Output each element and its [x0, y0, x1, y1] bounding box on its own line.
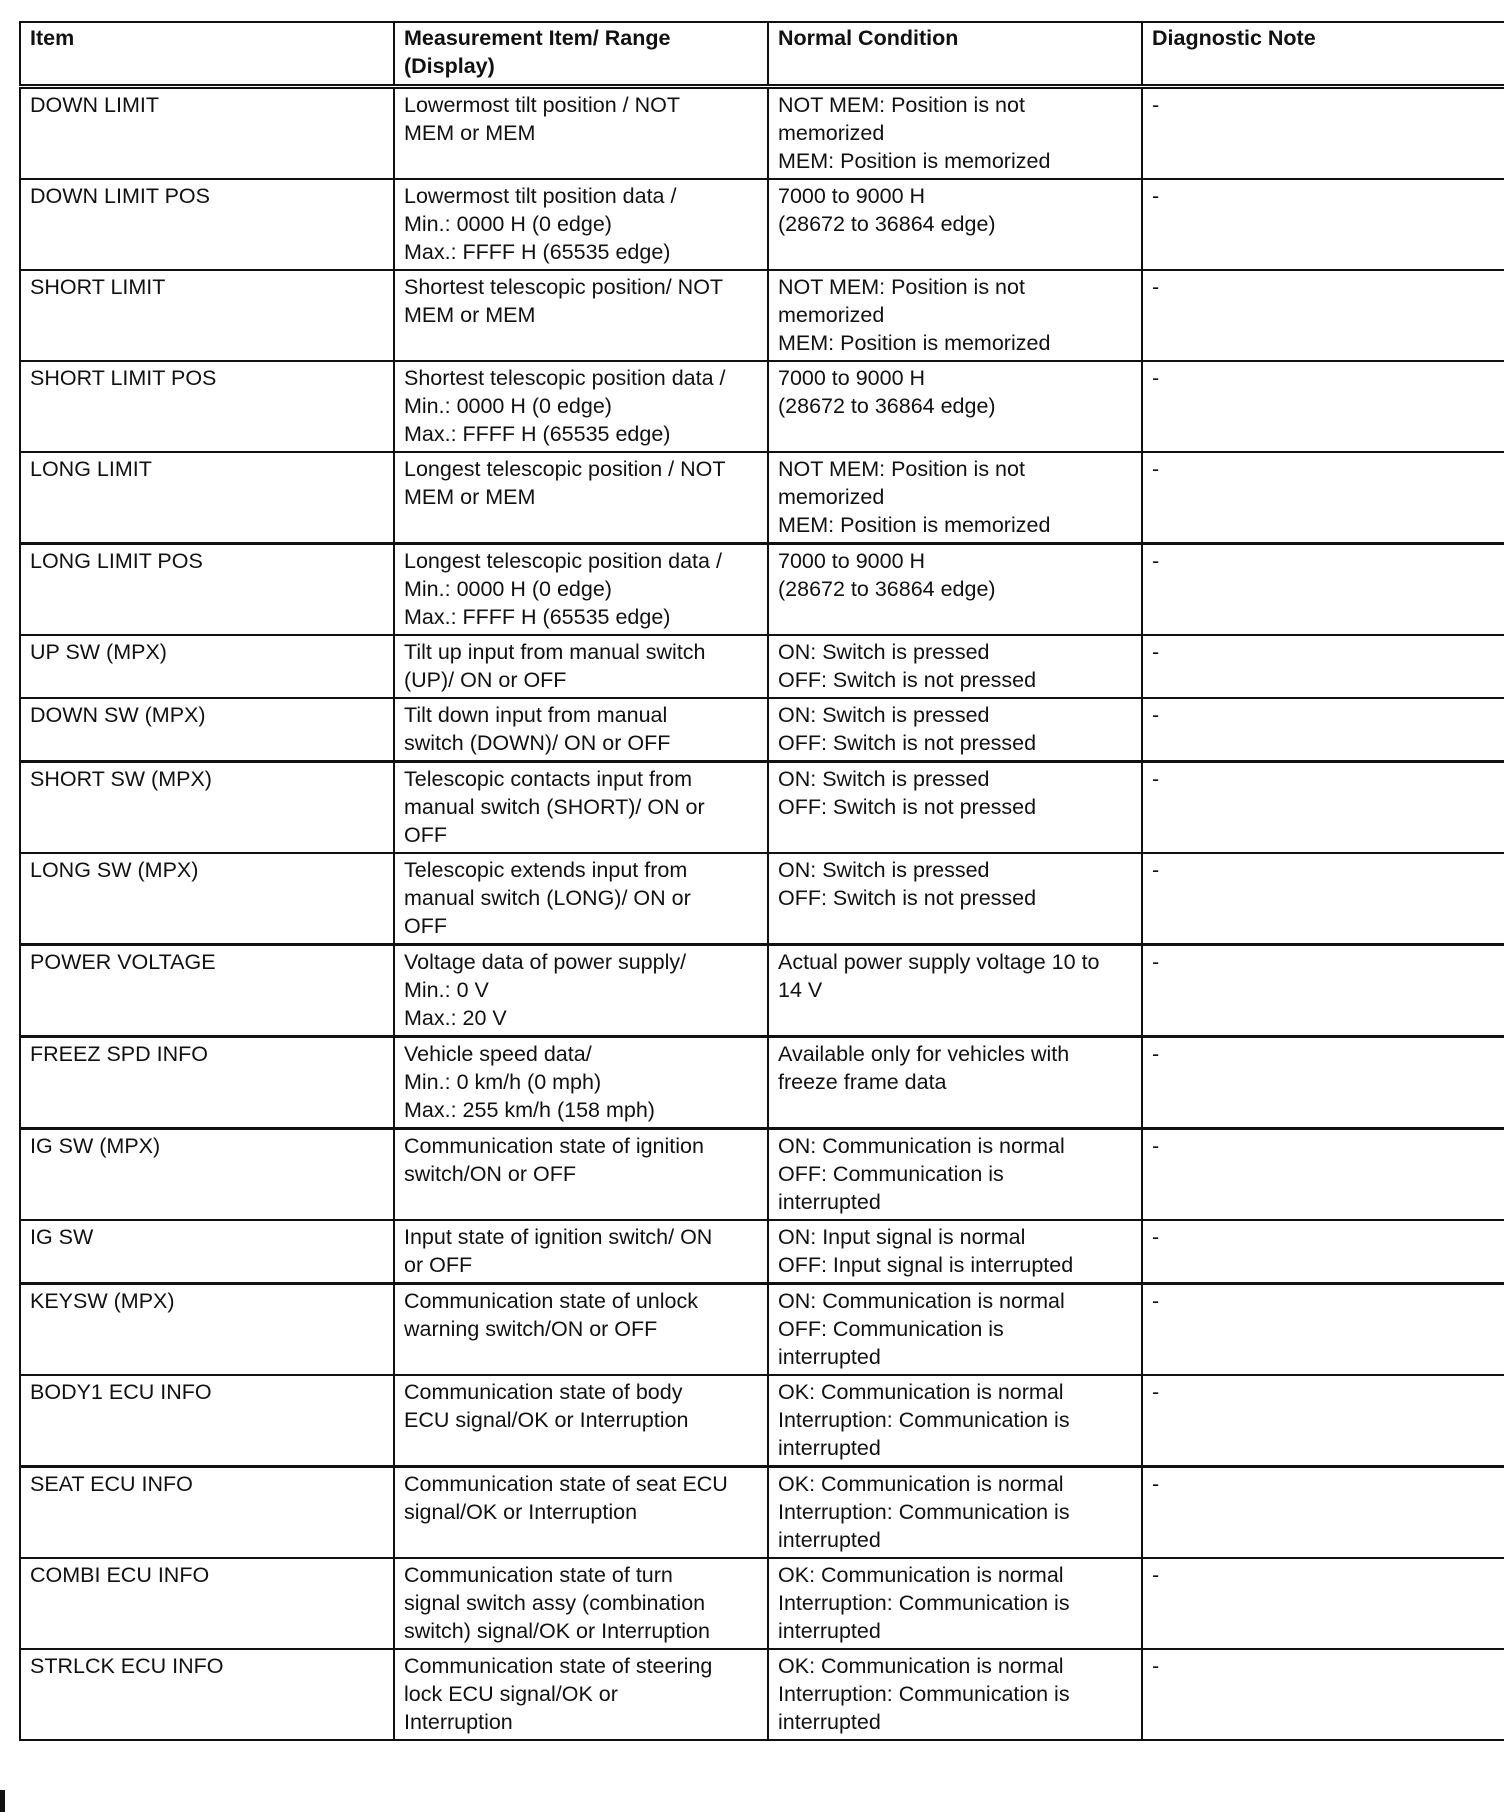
table-row	[20, 87, 1504, 180]
measurement-cell-text: Communication state of steering	[404, 1654, 713, 1678]
normal-condition-cell-text: 14 V	[778, 978, 823, 1002]
normal-condition-cell-text: Interruption: Communication is	[778, 1682, 1070, 1706]
measurement-cell-text: Min.: 0000 H (0 edge)	[404, 394, 612, 418]
measurement-cell	[394, 544, 768, 636]
normal-condition-cell-text: Interruption: Communication is	[778, 1408, 1070, 1432]
measurement-cell-text: switch) signal/OK or Interruption	[404, 1619, 710, 1643]
item-cell	[20, 1129, 394, 1221]
diagnostic-note-cell	[1142, 1037, 1504, 1129]
normal-condition-cell	[768, 853, 1142, 945]
item-cell-text: IG SW	[30, 1225, 94, 1249]
measurement-cell-text: Voltage data of power supply/	[404, 950, 687, 974]
header-row	[20, 22, 1504, 87]
item-cell	[20, 1220, 394, 1284]
normal-condition-cell	[768, 452, 1142, 544]
measurement-cell-text: ECU signal/OK or Interruption	[404, 1408, 689, 1432]
item-cell	[20, 270, 394, 361]
measurement-cell	[394, 853, 768, 945]
normal-condition-cell-text: freeze frame data	[778, 1070, 947, 1094]
measurement-cell-text: MEM or MEM	[404, 121, 536, 145]
measurement-cell-text: Communication state of turn	[404, 1563, 673, 1587]
table-row	[20, 270, 1504, 361]
measurement-cell	[394, 1037, 768, 1129]
measurement-cell-text: Tilt up input from manual switch	[404, 640, 706, 664]
header-normal-condition	[768, 22, 1142, 87]
item-cell	[20, 361, 394, 452]
diagnostic-note-cell	[1142, 698, 1504, 762]
measurement-cell-text: manual switch (LONG)/ ON or	[404, 886, 691, 910]
header-note-label: Diagnostic Note	[1152, 26, 1316, 50]
item-cell-text: BODY1 ECU INFO	[30, 1380, 212, 1404]
diagnostic-note-cell	[1142, 87, 1504, 180]
diagnostic-note-cell	[1142, 1467, 1504, 1559]
header-measurement-line: (Display)	[404, 54, 495, 78]
measurement-cell-text: Max.: FFFF H (65535 edge)	[404, 422, 671, 446]
table-row	[20, 1558, 1504, 1649]
normal-condition-cell	[768, 544, 1142, 636]
measurement-cell	[394, 762, 768, 854]
table-row	[20, 452, 1504, 544]
item-cell-text: FREEZ SPD INFO	[30, 1042, 208, 1066]
item-cell	[20, 1375, 394, 1467]
measurement-cell-text: Interruption	[404, 1710, 513, 1734]
data-list-table	[19, 21, 1504, 1741]
normal-condition-cell	[768, 361, 1142, 452]
measurement-cell-text: Min.: 0 V	[404, 978, 489, 1002]
measurement-cell-text: switch/ON or OFF	[404, 1162, 577, 1186]
diagnostic-note-cell-text: -	[1152, 1380, 1160, 1404]
normal-condition-cell	[768, 1375, 1142, 1467]
measurement-cell	[394, 1220, 768, 1284]
table-row	[20, 1129, 1504, 1221]
measurement-cell-text: Max.: FFFF H (65535 edge)	[404, 605, 671, 629]
page-corner-mark	[0, 1790, 5, 1812]
item-cell-text: LONG LIMIT POS	[30, 549, 203, 573]
normal-condition-cell	[768, 1649, 1142, 1740]
item-cell	[20, 87, 394, 180]
normal-condition-cell	[768, 762, 1142, 854]
table-row	[20, 1037, 1504, 1129]
diagnostic-note-cell-text: -	[1152, 457, 1160, 481]
diagnostic-note-cell	[1142, 1649, 1504, 1740]
item-cell-text: SHORT LIMIT POS	[30, 366, 217, 390]
normal-condition-cell-text: OFF: Switch is not pressed	[778, 731, 1037, 755]
measurement-cell	[394, 1467, 768, 1559]
diagnostic-note-cell	[1142, 635, 1504, 698]
normal-condition-cell-text: ON: Switch is pressed	[778, 767, 990, 791]
measurement-cell	[394, 945, 768, 1037]
table-body	[20, 87, 1504, 1741]
measurement-cell-text: Lowermost tilt position / NOT	[404, 93, 681, 117]
normal-condition-cell-text: OFF: Communication is	[778, 1162, 1004, 1186]
measurement-cell	[394, 179, 768, 270]
item-cell	[20, 1284, 394, 1376]
measurement-cell	[394, 1284, 768, 1376]
diagnostic-note-cell-text: -	[1152, 1289, 1160, 1313]
measurement-cell-text: Longest telescopic position / NOT	[404, 457, 726, 481]
measurement-cell-text: OFF	[404, 914, 447, 938]
item-cell	[20, 1558, 394, 1649]
measurement-cell	[394, 1649, 768, 1740]
measurement-cell-text: Input state of ignition switch/ ON	[404, 1225, 713, 1249]
table-row	[20, 1467, 1504, 1559]
item-cell	[20, 1649, 394, 1740]
item-cell	[20, 1467, 394, 1559]
normal-condition-cell-text: 7000 to 9000 H	[778, 549, 926, 573]
normal-condition-cell-text: 7000 to 9000 H	[778, 366, 926, 390]
diagnostic-note-cell-text: -	[1152, 184, 1160, 208]
table-row	[20, 853, 1504, 945]
measurement-cell-text: Vehicle speed data/	[404, 1042, 592, 1066]
measurement-cell-text: Max.: 255 km/h (158 mph)	[404, 1098, 655, 1122]
normal-condition-cell-text: ON: Communication is normal	[778, 1134, 1065, 1158]
table-row	[20, 179, 1504, 270]
diagnostic-note-cell-text: -	[1152, 950, 1160, 974]
diagnostic-note-cell	[1142, 544, 1504, 636]
diagnostic-note-cell	[1142, 452, 1504, 544]
normal-condition-cell-text: (28672 to 36864 edge)	[778, 212, 996, 236]
diagnostic-note-cell-text: -	[1152, 549, 1160, 573]
normal-condition-cell-text: Interruption: Communication is	[778, 1500, 1070, 1524]
measurement-cell-text: Communication state of body	[404, 1380, 683, 1404]
diagnostic-note-cell	[1142, 1129, 1504, 1221]
normal-condition-cell-text: interrupted	[778, 1710, 881, 1734]
item-cell	[20, 544, 394, 636]
measurement-cell	[394, 452, 768, 544]
table-row	[20, 1284, 1504, 1376]
item-cell	[20, 853, 394, 945]
measurement-cell	[394, 361, 768, 452]
normal-condition-cell-text: memorized	[778, 121, 885, 145]
item-cell	[20, 179, 394, 270]
normal-condition-cell-text: (28672 to 36864 edge)	[778, 394, 996, 418]
measurement-cell-text: lock ECU signal/OK or	[404, 1682, 618, 1706]
measurement-cell	[394, 87, 768, 180]
normal-condition-cell-text: 7000 to 9000 H	[778, 184, 926, 208]
item-cell-text: KEYSW (MPX)	[30, 1289, 175, 1313]
header-normal-label: Normal Condition	[778, 26, 959, 50]
measurement-cell-text: manual switch (SHORT)/ ON or	[404, 795, 705, 819]
normal-condition-cell-text: NOT MEM: Position is not	[778, 275, 1025, 299]
measurement-cell-text: Communication state of unlock	[404, 1289, 698, 1313]
normal-condition-cell-text: ON: Switch is pressed	[778, 640, 990, 664]
measurement-cell-text: signal/OK or Interruption	[404, 1500, 638, 1524]
normal-condition-cell-text: OFF: Switch is not pressed	[778, 668, 1037, 692]
normal-condition-cell-text: ON: Switch is pressed	[778, 858, 990, 882]
normal-condition-cell-text: OK: Communication is normal	[778, 1654, 1064, 1678]
diagnostic-note-cell	[1142, 270, 1504, 361]
item-cell	[20, 1037, 394, 1129]
measurement-cell-text: Communication state of ignition	[404, 1134, 704, 1158]
normal-condition-cell	[768, 1129, 1142, 1221]
header-measurement-line: Measurement Item/ Range	[404, 26, 671, 50]
normal-condition-cell-text: OFF: Switch is not pressed	[778, 795, 1037, 819]
normal-condition-cell	[768, 945, 1142, 1037]
header-item-label: Item	[30, 26, 75, 50]
table-row	[20, 361, 1504, 452]
normal-condition-cell	[768, 698, 1142, 762]
table-row	[20, 762, 1504, 854]
item-cell	[20, 762, 394, 854]
diagnostic-note-cell-text: -	[1152, 93, 1160, 117]
diagnostic-note-cell	[1142, 179, 1504, 270]
table-row	[20, 635, 1504, 698]
measurement-cell-text: Shortest telescopic position data /	[404, 366, 726, 390]
diagnostic-note-cell	[1142, 945, 1504, 1037]
diagnostic-note-cell-text: -	[1152, 275, 1160, 299]
measurement-cell-text: MEM or MEM	[404, 303, 536, 327]
item-cell-text: SHORT LIMIT	[30, 275, 166, 299]
measurement-cell-text: Telescopic contacts input from	[404, 767, 692, 791]
measurement-cell	[394, 1129, 768, 1221]
item-cell-text: DOWN LIMIT POS	[30, 184, 210, 208]
diagnostic-note-cell	[1142, 1375, 1504, 1467]
normal-condition-cell-text: memorized	[778, 303, 885, 327]
table-row	[20, 1649, 1504, 1740]
normal-condition-cell-text: OFF: Input signal is interrupted	[778, 1253, 1074, 1277]
measurement-cell-text: Max.: FFFF H (65535 edge)	[404, 240, 671, 264]
measurement-cell	[394, 270, 768, 361]
normal-condition-cell-text: interrupted	[778, 1190, 881, 1214]
diagnostic-note-cell	[1142, 1220, 1504, 1284]
normal-condition-cell-text: Interruption: Communication is	[778, 1591, 1070, 1615]
header-item	[20, 22, 394, 87]
diagnostic-note-cell-text: -	[1152, 1563, 1160, 1587]
table-header	[20, 22, 1504, 87]
table-row	[20, 698, 1504, 762]
header-measurement	[394, 22, 768, 87]
normal-condition-cell-text: OK: Communication is normal	[778, 1472, 1064, 1496]
measurement-cell-text: or OFF	[404, 1253, 473, 1277]
normal-condition-cell-text: Actual power supply voltage 10 to	[778, 950, 1100, 974]
item-cell-text: SEAT ECU INFO	[30, 1472, 193, 1496]
diagnostic-note-cell-text: -	[1152, 1472, 1160, 1496]
measurement-cell	[394, 1375, 768, 1467]
measurement-cell-text: OFF	[404, 823, 447, 847]
normal-condition-cell-text: ON: Input signal is normal	[778, 1225, 1026, 1249]
item-cell-text: UP SW (MPX)	[30, 640, 167, 664]
diagnostic-note-cell	[1142, 1284, 1504, 1376]
normal-condition-cell	[768, 635, 1142, 698]
normal-condition-cell	[768, 87, 1142, 180]
measurement-cell-text: (UP)/ ON or OFF	[404, 668, 567, 692]
measurement-cell-text: Communication state of seat ECU	[404, 1472, 728, 1496]
item-cell	[20, 945, 394, 1037]
measurement-cell-text: Max.: 20 V	[404, 1006, 507, 1030]
normal-condition-cell-text: OK: Communication is normal	[778, 1563, 1064, 1587]
diagnostic-note-cell-text: -	[1152, 1225, 1160, 1249]
diagnostic-note-cell-text: -	[1152, 366, 1160, 390]
diagnostic-note-cell-text: -	[1152, 1134, 1160, 1158]
normal-condition-cell	[768, 270, 1142, 361]
measurement-cell-text: Tilt down input from manual	[404, 703, 668, 727]
item-cell	[20, 635, 394, 698]
normal-condition-cell-text: interrupted	[778, 1345, 881, 1369]
table-row	[20, 1220, 1504, 1284]
normal-condition-cell	[768, 1558, 1142, 1649]
normal-condition-cell-text: interrupted	[778, 1436, 881, 1460]
measurement-cell-text: Lowermost tilt position data /	[404, 184, 677, 208]
diagnostic-note-cell-text: -	[1152, 703, 1160, 727]
measurement-cell-text: warning switch/ON or OFF	[404, 1317, 658, 1341]
diagnostic-note-cell	[1142, 1558, 1504, 1649]
measurement-cell-text: Min.: 0000 H (0 edge)	[404, 577, 612, 601]
normal-condition-cell-text: interrupted	[778, 1528, 881, 1552]
diagnostic-note-cell-text: -	[1152, 858, 1160, 882]
diagnostic-note-cell-text: -	[1152, 1654, 1160, 1678]
item-cell-text: SHORT SW (MPX)	[30, 767, 212, 791]
normal-condition-cell-text: MEM: Position is memorized	[778, 149, 1051, 173]
table-row	[20, 544, 1504, 636]
diagnostic-note-cell	[1142, 361, 1504, 452]
normal-condition-cell-text: OFF: Communication is	[778, 1317, 1004, 1341]
measurement-cell-text: Min.: 0000 H (0 edge)	[404, 212, 612, 236]
normal-condition-cell	[768, 1467, 1142, 1559]
measurement-cell	[394, 635, 768, 698]
normal-condition-cell-text: ON: Communication is normal	[778, 1289, 1065, 1313]
diagnostic-note-cell	[1142, 762, 1504, 854]
table-row	[20, 945, 1504, 1037]
normal-condition-cell-text: NOT MEM: Position is not	[778, 457, 1025, 481]
measurement-cell-text: signal switch assy (combination	[404, 1591, 706, 1615]
measurement-cell-text: Min.: 0 km/h (0 mph)	[404, 1070, 602, 1094]
normal-condition-cell-text: Available only for vehicles with	[778, 1042, 1070, 1066]
normal-condition-cell-text: NOT MEM: Position is not	[778, 93, 1025, 117]
header-diagnostic-note	[1142, 22, 1504, 87]
item-cell	[20, 452, 394, 544]
normal-condition-cell-text: memorized	[778, 485, 885, 509]
normal-condition-cell-text: ON: Switch is pressed	[778, 703, 990, 727]
normal-condition-cell	[768, 1037, 1142, 1129]
item-cell-text: DOWN SW (MPX)	[30, 703, 206, 727]
item-cell-text: DOWN LIMIT	[30, 93, 159, 117]
normal-condition-cell	[768, 1284, 1142, 1376]
diagnostic-note-cell-text: -	[1152, 1042, 1160, 1066]
measurement-cell-text: Shortest telescopic position/ NOT	[404, 275, 724, 299]
item-cell-text: IG SW (MPX)	[30, 1134, 161, 1158]
normal-condition-cell-text: interrupted	[778, 1619, 881, 1643]
normal-condition-cell	[768, 179, 1142, 270]
item-cell	[20, 698, 394, 762]
normal-condition-cell	[768, 1220, 1142, 1284]
measurement-cell	[394, 698, 768, 762]
item-cell-text: STRLCK ECU INFO	[30, 1654, 224, 1678]
measurement-cell-text: Telescopic extends input from	[404, 858, 688, 882]
table-row	[20, 1375, 1504, 1467]
diagnostic-note-cell-text: -	[1152, 767, 1160, 791]
item-cell-text: LONG LIMIT	[30, 457, 152, 481]
item-cell-text: COMBI ECU INFO	[30, 1563, 210, 1587]
measurement-cell-text: switch (DOWN)/ ON or OFF	[404, 731, 671, 755]
item-cell-text: LONG SW (MPX)	[30, 858, 199, 882]
diagnostic-note-cell-text: -	[1152, 640, 1160, 664]
measurement-cell	[394, 1558, 768, 1649]
normal-condition-cell-text: OFF: Switch is not pressed	[778, 886, 1037, 910]
item-cell-text: POWER VOLTAGE	[30, 950, 216, 974]
measurement-cell-text: Longest telescopic position data /	[404, 549, 722, 573]
normal-condition-cell-text: OK: Communication is normal	[778, 1380, 1064, 1404]
normal-condition-cell-text: MEM: Position is memorized	[778, 331, 1051, 355]
diagnostic-note-cell	[1142, 853, 1504, 945]
measurement-cell-text: MEM or MEM	[404, 485, 536, 509]
normal-condition-cell-text: (28672 to 36864 edge)	[778, 577, 996, 601]
normal-condition-cell-text: MEM: Position is memorized	[778, 513, 1051, 537]
